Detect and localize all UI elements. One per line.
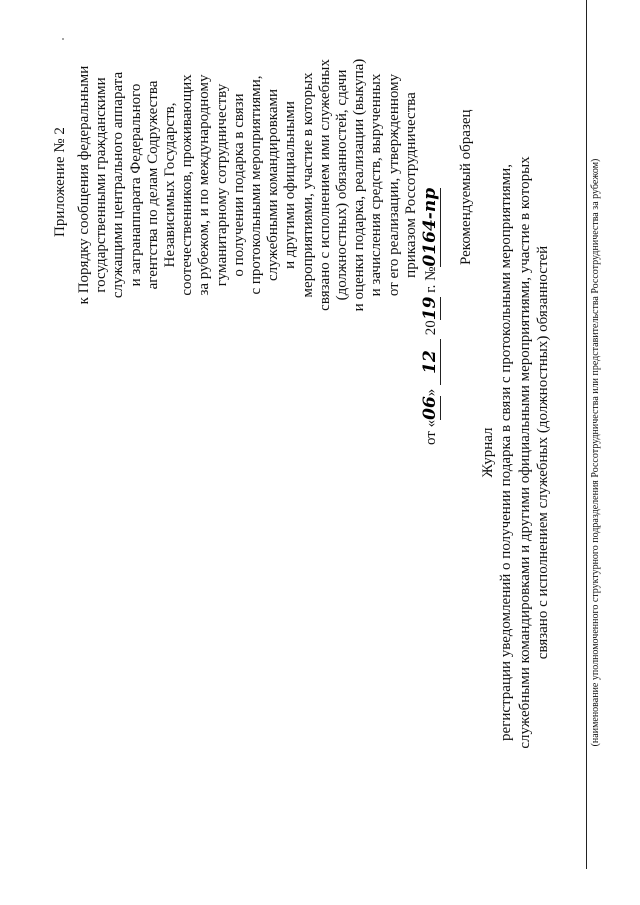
appendix-line: государственными гражданскими <box>93 77 110 293</box>
appendix-line: с протокольными мероприятиями, <box>248 75 264 295</box>
footer-caption: (наименование уполномоченного структурного подразделения Россотрудничества или представительства Россотрудничества за рубежом) <box>590 158 601 747</box>
appendix-line: (должностных) обязанностей, сдачи <box>334 69 350 301</box>
order-year-suffix: 19 <box>420 296 440 321</box>
journal-line: связано с исполнением служебных (должностных) обязанностей <box>535 245 551 660</box>
appendix-line: соотечественников, проживающих <box>179 74 196 296</box>
order-number-prefix: г. № <box>423 266 439 293</box>
appendix-line: агентства по делам Содружества <box>144 80 161 290</box>
appendix-line: служебными командировками <box>265 88 282 282</box>
order-year-prefix: 20 <box>423 320 439 336</box>
appendix-line: связано с исполнением ими служебных <box>316 59 333 311</box>
recommended-sample-label: Рекомендуемый образец <box>458 109 474 265</box>
order-prefix: от « <box>423 419 439 445</box>
order-day: 06 <box>420 396 440 420</box>
appendix-line: гуманитарному сотрудничеству <box>213 83 230 287</box>
appendix-line: приказом Россотрудничества <box>402 92 419 278</box>
journal-title: Журнал <box>480 427 496 478</box>
order-line <box>420 188 441 445</box>
order-close-quote: » <box>423 388 439 397</box>
appendix-line: за рубежом, и по международному <box>196 74 213 296</box>
scan-speck <box>62 38 64 40</box>
appendix-line: и загранаппарата Федерального <box>127 83 144 287</box>
appendix-line: к Порядку сообщения федеральными <box>76 65 92 305</box>
order-month: 12 <box>420 339 441 385</box>
appendix-line: служащими центрального аппарата <box>110 71 127 299</box>
journal-line: служебными командировками и другими официальными мероприятиями, участие в которых <box>516 156 533 749</box>
appendix-line: и другими официальными <box>282 101 299 269</box>
appendix-line: и зачисления средств, вырученных <box>368 73 385 297</box>
appendix-line: мероприятиями, участие в которых <box>299 72 316 298</box>
appendix-line: о получении подарка в связи <box>230 93 247 277</box>
order-number: 0164-пр <box>420 187 440 267</box>
appendix-line: Независимых Государств, <box>162 102 178 268</box>
appendix-title: Приложение № 2 <box>52 127 68 237</box>
appendix-line: от его реализации, утвержденному <box>385 73 402 297</box>
footer-rule <box>586 0 587 869</box>
journal-line: регистрации уведомлений о получении подарка в связи с протокольными мероприятиями, <box>498 164 514 741</box>
appendix-line: и оценки подарка, реализации (выкупа) <box>351 58 368 312</box>
